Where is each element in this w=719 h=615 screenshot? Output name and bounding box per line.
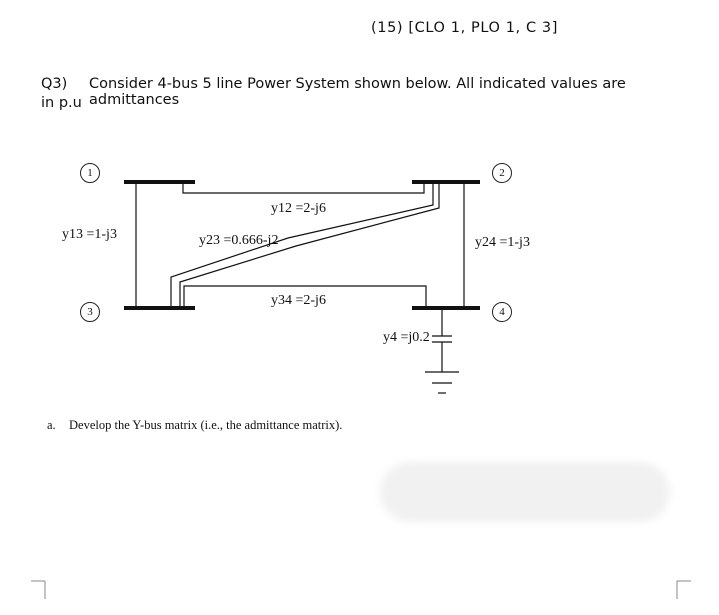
page-corner-mark-left — [30, 580, 46, 600]
label-y24: y24 =1-j3 — [475, 235, 530, 250]
label-y12: y12 =2-j6 — [271, 201, 326, 216]
line-1-2 — [183, 182, 424, 193]
question-text-continued: in p.u — [41, 95, 82, 111]
question-number: Q3) — [41, 76, 68, 92]
redacted-area — [380, 462, 670, 522]
label-y23: y23 =0.666-j2 — [199, 233, 279, 248]
marks-label: (15) [CLO 1, PLO 1, C 3] — [371, 20, 558, 36]
label-y34: y34 =2-j6 — [271, 293, 326, 308]
bus-number-1: 1 — [80, 163, 100, 183]
label-y13: y13 =1-j3 — [62, 227, 117, 242]
page-corner-mark-right — [676, 580, 692, 600]
bus-number-3: 3 — [80, 302, 100, 322]
part-a-letter: a. — [47, 418, 56, 432]
part-a-text: Develop the Y-bus matrix (i.e., the admittance matrix). — [69, 418, 343, 432]
question-text: Consider 4-bus 5 line Power System shown below. All indicated values are admittances — [89, 76, 626, 108]
bus-number-2: 2 — [492, 163, 512, 183]
bus-number-4: 4 — [492, 302, 512, 322]
label-y4: y4 =j0.2 — [383, 330, 430, 345]
